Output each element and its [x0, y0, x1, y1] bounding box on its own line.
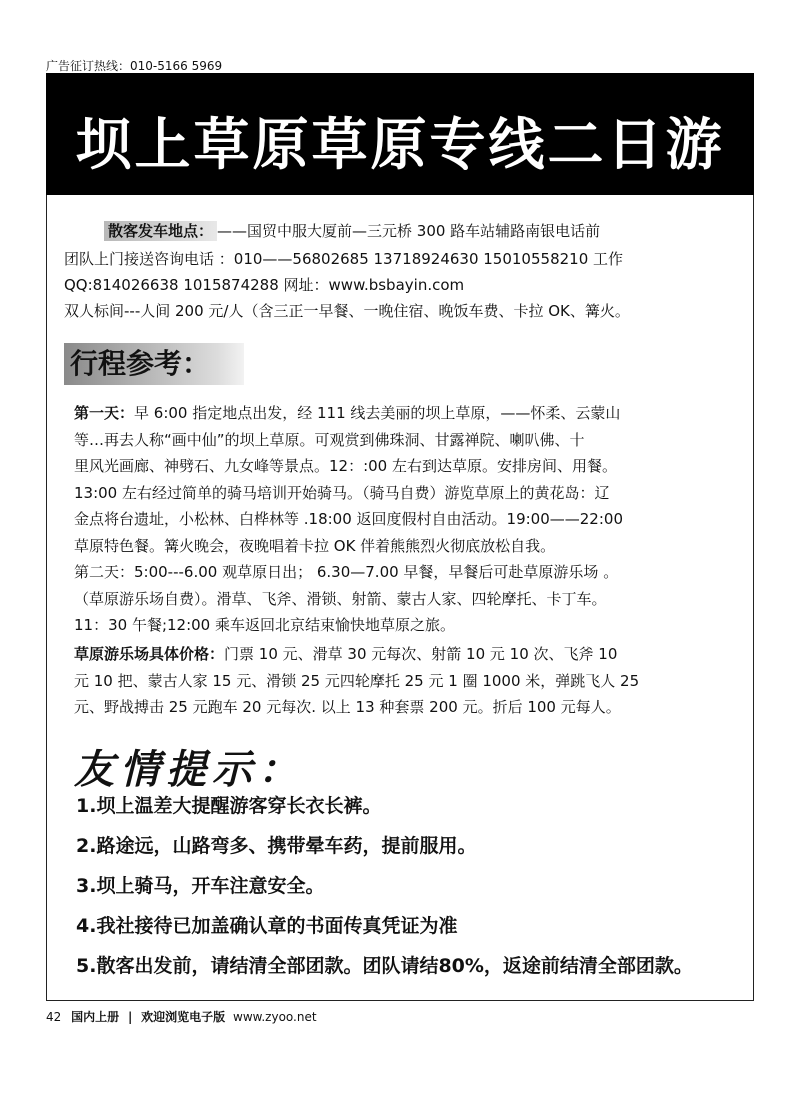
itinerary-line: 金点将台遗址，小松林、白桦林等 .18:00 返回度假村自由活动。19:00——22:00: [74, 510, 623, 528]
price-summary-line: 双人标间---人间 200 元/人（含三正一早餐、一晚住宿、晚饭车费、卡拉 OK、篝火。: [64, 302, 630, 320]
footer-separator: |: [127, 1010, 133, 1024]
itinerary-line: 13:00 左右经过简单的骑马培训开始骑马。（骑马自费）游览草原上的黄花岛：辽: [74, 483, 610, 502]
tip-item: 5.散客出发前，请结清全部团款。团队请结80%，返途前结清全部团款。: [76, 955, 693, 977]
departure-text: ——国贸中服大厦前—三元桥 300 路车站辅路南银电话前: [217, 222, 601, 240]
itinerary-line: （草原游乐场自费）。滑草、飞斧、滑锁、射箭、蒙古人家、四轮摩托、卡丁车。: [74, 589, 607, 608]
tip-item: 4.我社接待已加盖确认章的书面传真凭证为准: [76, 915, 458, 937]
itinerary-line: 草原特色餐。篝火晚会，夜晚唱着卡拉 OK 伴着熊熊烈火彻底放松自我。: [74, 536, 556, 555]
tip-item: 3.坝上骑马，开车注意安全。: [76, 875, 325, 897]
tip-item: 1.坝上温差大提醒游客穿长衣长裤。: [76, 795, 382, 817]
prices-paragraph: [74, 641, 734, 721]
departure-label: 散客发车地点：: [104, 221, 217, 241]
prices-line: 元、野战搏击 25 元跑车 20 元每次. 以上 13 种套票 200 元。折后 100 元每人。: [74, 698, 621, 716]
page-title: 坝上草原草原专线二日游: [75, 112, 725, 178]
prices-label: 草原游乐场具体价格：: [74, 645, 225, 663]
tips-list: [76, 788, 746, 988]
contact-qq-line: QQ:814026638 1015874288 网址：www.bsbayin.com: [64, 276, 465, 294]
prices-line-text: 门票 10 元、滑草 30 元每次、射箭 10 元 10 次、飞斧 10: [224, 645, 618, 663]
itinerary-line-text: 早 6:00 指定地点出发，经 111 线去美丽的坝上草原，——怀柔、云蒙山: [134, 404, 621, 422]
tips-heading: 友情提示：: [74, 746, 304, 793]
itinerary-line: 第二天：5:00---6.00 观草原日出； 6.30—7.00 早餐，早餐后可赴草原游乐场 。: [74, 563, 619, 581]
itinerary-line: 里风光画廊、神劈石、九女峰等景点。12：:00 左右到达草原。安排房间、用餐。: [74, 457, 617, 475]
title-banner: [46, 73, 754, 195]
itinerary-paragraph: [74, 400, 734, 639]
page-number: 42: [46, 1010, 62, 1024]
day1-label: 第一天：: [74, 404, 135, 422]
prices-line: [74, 641, 734, 668]
footer-website-link[interactable]: www.zyoo.net: [233, 1010, 317, 1024]
itinerary-line: 11：30 午餐;12:00 乘车返回北京结束愉快地草原之旅。: [74, 616, 455, 634]
prices-line: 元 10 把、蒙古人家 15 元、滑锁 25 元四轮摩托 25 元 1 圈 1000 米，弹跳飞人 25: [74, 671, 640, 690]
ad-hotline: 广告征订热线：010-5166 5969: [46, 59, 223, 73]
tip-item: 2.路途远，山路弯多、携带晕车药，提前服用。: [76, 835, 477, 857]
footer-section: 国内上册: [71, 1010, 120, 1024]
departure-line: [64, 218, 736, 244]
footer-tagline: 欢迎浏览电子版: [141, 1010, 226, 1024]
itinerary-line: 等…再去人称“画中仙”的坝上草原。可观赏到佛珠洞、甘露禅院、喇叭佛、十: [74, 430, 585, 449]
itinerary-line: [74, 400, 734, 427]
contact-phone-line: 团队上门接送咨询电话 ：010——56802685 13718924630 15010558210 工作: [64, 250, 624, 268]
page-footer: [46, 1008, 317, 1025]
itinerary-heading: 行程参考：: [64, 343, 244, 385]
